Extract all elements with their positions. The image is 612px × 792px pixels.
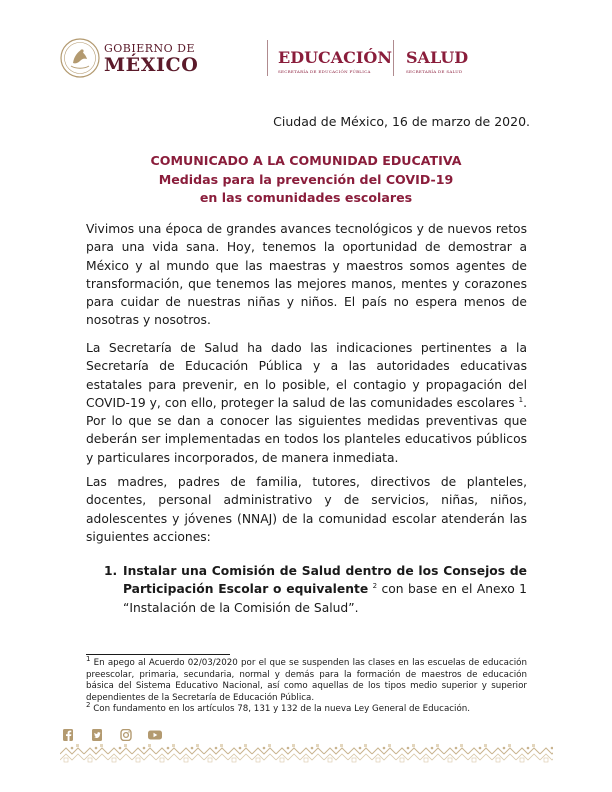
footnote-text: En apego al Acuerdo 02/03/2020 por el que se suspenden las clases en las escuelas de educación preescolar, primaria, secundaria, normal y demás para la formación de maestros de educación básica del Sistema Educativo Nacional, así como aquellas de los tipos medio superior y superior dependientes de la Secretaría de Educación Pública.: [86, 658, 527, 703]
paragraph-2-text-b: . Por lo que se dan a conocer las siguientes medidas preventivas que deberán ser implementadas en todos los planteles educativos públicos y particulares incorporados, de manera inmediata.: [86, 395, 527, 465]
paragraph-1: Vivimos una época de grandes avances tecnológicos y de nuevos retos para una vida sana. Hoy, tenemos la oportunidad de demostrar a México y al mundo que las maestras y maestros somos agentes de transformación, que tenemos las mejores manos, mentes y corazones para cuidar de nuestras niñas y niños. El país no espera menos de nosotras y nosotros.: [86, 222, 527, 328]
educacion-title: EDUCACIÓN: [278, 48, 392, 67]
list-item: [104, 562, 527, 617]
footnote-ref-1: 1: [518, 395, 524, 404]
facebook-icon[interactable]: [60, 726, 76, 738]
footnote-1: [86, 655, 527, 704]
list-item-bold-text: Instalar una Comisión de Salud dentro de los Consejos de Participación Escolar o equivalente: [123, 564, 527, 597]
educacion-logo-text: [278, 50, 392, 74]
title-line-3: en las comunidades escolares: [199, 190, 413, 205]
youtube-icon[interactable]: [147, 726, 163, 738]
footnote-ref-2: 2: [372, 582, 378, 591]
document-date: Ciudad de México, 16 de marzo de 2020.: [273, 114, 530, 129]
footnote-text: Con fundamento en los artículos 78, 131 y 132 de la nueva Ley General de Educación.: [93, 704, 471, 715]
footnote-mark: 1: [86, 655, 91, 664]
list-item-number: 1.: [104, 564, 118, 578]
footnote-2: [86, 701, 527, 716]
paragraph-2: [86, 339, 527, 467]
gobierno-de-mexico-logo-text: [104, 43, 198, 75]
educacion-subtitle: SECRETARÍA DE EDUCACIÓN PÚBLICA: [278, 69, 371, 74]
title-line-2: Medidas para la prevención del COVID-19: [158, 171, 454, 187]
list-item-text: con base en el Anexo 1 “Instalación de la Comisión de Salud”.: [123, 582, 527, 615]
footnote-divider: [86, 654, 230, 655]
salud-subtitle: SECRETARÍA DE SALUD: [406, 69, 463, 74]
national-seal-icon: [60, 38, 100, 78]
twitter-icon[interactable]: [89, 726, 105, 738]
paragraph-2-text-a: La Secretaría de Salud ha dado las indicaciones pertinentes a la Secretaría de Educación Pública y a las autoridades educativas estatales para prevenir, en lo posible, el contagio y propagación del COVID-19 y, con ello, proteger la salud de las comunidades escolares: [86, 341, 527, 410]
letterhead: [60, 38, 469, 84]
salud-logo-text: [406, 50, 468, 74]
paragraph-3: Las madres, padres de familia, tutores, directivos de planteles, docentes, personal administrativo y de servicios, niñas, niños, adolescentes y jóvenes (NNAJ) de la comunidad escolar atenderán las siguientes acciones:: [86, 475, 527, 544]
title-line-1: COMUNICADO A LA COMUNIDAD EDUCATIVA: [150, 153, 462, 168]
social-icons: [60, 726, 163, 738]
footnotes: [86, 655, 527, 716]
salud-title: SALUD: [406, 48, 469, 67]
document-title-block: [85, 152, 527, 208]
instagram-icon[interactable]: [118, 726, 134, 738]
gobierno-line1: GOBIERNO DE: [104, 42, 196, 55]
header-divider: [267, 40, 268, 76]
decorative-border-pattern: [60, 744, 553, 764]
footnote-mark: 2: [86, 701, 91, 710]
actions-list: [104, 562, 527, 617]
gobierno-line2: MÉXICO: [104, 54, 199, 76]
header-divider: [393, 40, 394, 76]
